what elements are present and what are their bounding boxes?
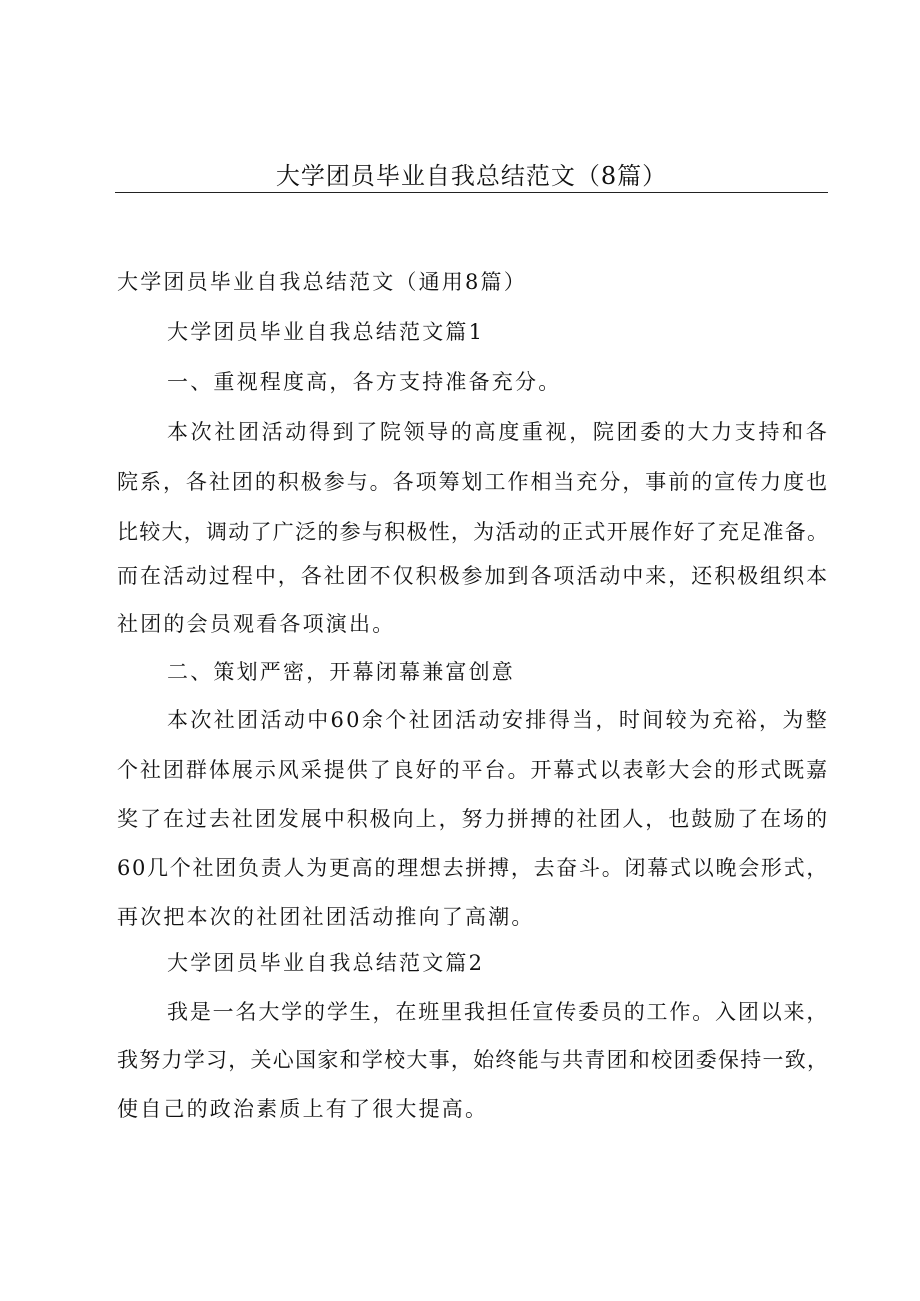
paragraph-2-line-2: 个社团群体展示风采提供了良好的平台。开幕式以表彰大会的形式既嘉 — [117, 758, 829, 782]
paragraph-2-line-1: 本次社团活动中60余个社团活动安排得当，时间较为充裕，为整 — [167, 708, 829, 732]
paragraph-2-line-5: 再次把本次的社团社团活动推向了高潮。 — [117, 905, 535, 929]
paragraph-3-line-3: 使自己的政治素质上有了很大提高。 — [117, 1097, 489, 1121]
point-heading-2: 二、策划严密，开幕闭幕兼富创意 — [167, 660, 515, 684]
paragraph-3-line-1: 我是一名大学的学生，在班里我担任宣传委员的工作。入团以来， — [167, 1000, 829, 1024]
paragraph-1-line-5: 社团的会员观看各项演出。 — [117, 612, 396, 636]
paragraph-1-line-4: 而在活动过程中，各社团不仅积极参加到各项活动中来，还积极组织本 — [117, 564, 829, 588]
paragraph-2-line-3: 奖了在过去社团发展中积极向上，努力拼搏的社团人，也鼓励了在场的 — [117, 807, 829, 831]
paragraph-1-line-3: 比较大，调动了广泛的参与积极性，为活动的正式开展作好了充足准备。 — [117, 520, 829, 544]
document-title: 大学团员毕业自我总结范文（8篇） — [275, 162, 668, 190]
section-heading-1: 大学团员毕业自我总结范文篇1 — [167, 320, 485, 344]
title-underline — [115, 192, 828, 193]
section-heading-2: 大学团员毕业自我总结范文篇2 — [167, 951, 485, 975]
document-subtitle: 大学团员毕业自我总结范文（通用8篇） — [117, 270, 527, 294]
paragraph-1-line-2: 院系，各社团的积极参与。各项筹划工作相当充分，事前的宣传力度也 — [117, 470, 829, 494]
paragraph-2-line-4: 60几个社团负责人为更高的理想去拼搏，去奋斗。闭幕式以晚会形式， — [117, 856, 829, 880]
paragraph-1-line-1: 本次社团活动得到了院领导的高度重视，院团委的大力支持和各 — [167, 420, 829, 444]
paragraph-3-line-2: 我努力学习，关心国家和学校大事，始终能与共青团和校团委保持一致， — [117, 1048, 829, 1072]
point-heading-1: 一、重视程度高，各方支持准备充分。 — [167, 370, 562, 394]
